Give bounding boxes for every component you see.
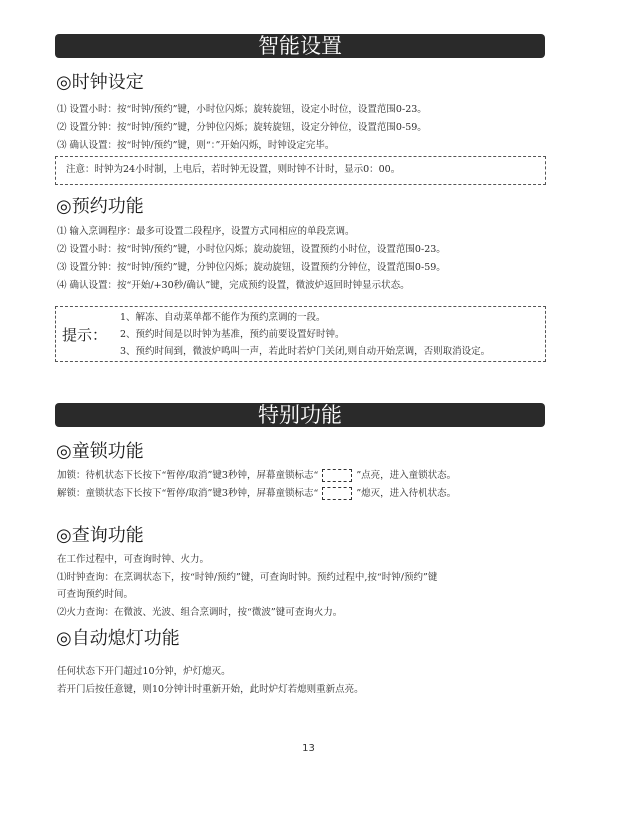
child-lock-on-text-end: ”点亮，进入童锁状态。 <box>356 470 457 481</box>
query-line: ⑴时钟查询：在烹调状态下，按“时钟/预约”键，可查询时钟。预约过程中,按“时钟/预约”键 <box>57 572 438 583</box>
auto-light-off-line: 任何状态下开门超过10分钟，炉灯熄灭。 <box>57 666 231 677</box>
query-line: ⑵火力查询：在微波、光波、组合烹调时，按“微波”键可查询火力。 <box>57 607 343 618</box>
child-lock-off-text-end: ”熄灭，进入待机状态。 <box>356 488 457 499</box>
reservation-step-4: ⑷ 确认设置：按“开始/+30秒/确认”键，完成预约设置，微波炉返回时钟显示状态。 <box>57 280 410 291</box>
clock-step-2: ⑵ 设置分钟：按“时钟/预约”键，分钟位闪烁；旋转旋钮，设定分钟位，设置范围0-59。 <box>57 122 427 133</box>
section-banner-special-functions: 特别功能 <box>55 403 545 427</box>
clock-setting-heading: ◎时钟设定 <box>56 72 144 93</box>
tip-item: 3、预约时间到，微波炉鸣叫一声，若此时若炉门关闭,则自动开始烹调，否则取消设定。 <box>120 346 491 357</box>
section-banner-smart-settings: 智能设置 <box>55 34 545 58</box>
reservation-step-2: ⑵ 设置小时：按“时钟/预约”键，小时位闪烁；旋动旋钮，设置预约小时位，设置范围0-23。 <box>57 244 446 255</box>
query-line: 在工作过程中，可查询时钟、火力。 <box>57 554 210 565</box>
child-lock-off-text: 解锁：童锁状态下长按下“暂停/取消”键3秒钟，屏幕童锁标志“ <box>57 488 319 499</box>
tip-item: 2、预约时间是以时钟为基准，预约前要设置好时钟。 <box>120 329 345 340</box>
child-lock-on-line <box>57 469 456 482</box>
clock-step-1: ⑴ 设置小时：按“时钟/预约”键，小时位闪烁；旋转旋钮，设定小时位，设置范围0-23。 <box>57 104 427 115</box>
page-number: 13 <box>302 743 315 754</box>
auto-light-off-line: 若开门后按任意键，则10分钟计时重新开始，此时炉灯若熄则重新点亮。 <box>57 684 364 695</box>
child-lock-heading: ◎童锁功能 <box>56 441 144 462</box>
reservation-step-3: ⑶ 设置分钟：按“时钟/预约”键，分钟位闪烁；旋动旋钮，设置预约分钟位，设置范围0-59。 <box>57 262 446 273</box>
tip-item: 1、解冻、自动菜单都不能作为预约烹调的一段。 <box>120 312 326 323</box>
auto-light-off-heading: ◎自动熄灯功能 <box>56 628 180 649</box>
reservation-heading: ◎预约功能 <box>56 196 144 217</box>
child-lock-icon <box>322 487 352 500</box>
reservation-step-1: ⑴ 输入烹调程序：最多可设置二段程序，设置方式同相应的单段烹调。 <box>57 226 355 237</box>
child-lock-off-line <box>57 487 456 500</box>
query-line: 可查询预约时间。 <box>57 589 134 600</box>
clock-step-3: ⑶ 确认设置：按“时钟/预约”键，则“：”开始闪烁，时钟设定完毕。 <box>57 140 335 151</box>
clock-note: 注意：时钟为24小时制，上电后，若时钟无设置，则时钟不计时，显示0：00。 <box>66 164 401 175</box>
query-heading: ◎查询功能 <box>56 525 144 546</box>
child-lock-on-text: 加锁：待机状态下长按下“暂停/取消”键3秒钟，屏幕童锁标志“ <box>57 470 319 481</box>
child-lock-icon <box>322 469 352 482</box>
tips-label: 提示： <box>62 326 108 344</box>
